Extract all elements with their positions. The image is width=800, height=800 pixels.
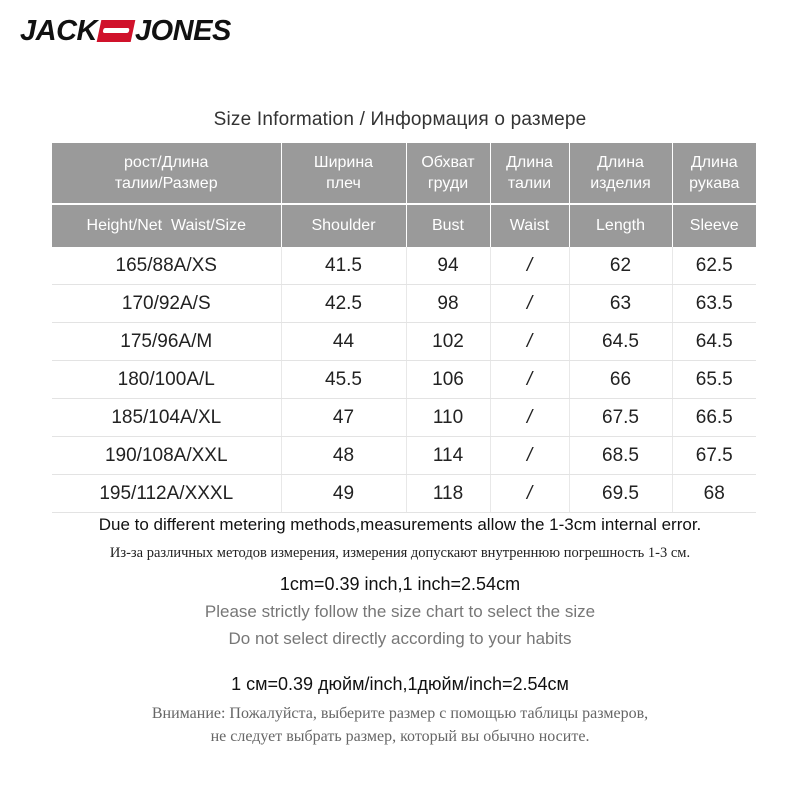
table-row bbox=[52, 361, 756, 399]
table-cell: 185/104A/XL bbox=[52, 399, 281, 437]
table-cell: 62.5 bbox=[672, 247, 756, 285]
table-cell: 68 bbox=[672, 475, 756, 513]
table-cell: / bbox=[490, 399, 569, 437]
table-cell: 63 bbox=[569, 285, 672, 323]
table-header-ru bbox=[52, 143, 756, 204]
table-cell: 48 bbox=[281, 437, 406, 475]
table-cell: / bbox=[490, 361, 569, 399]
table-cell: 41.5 bbox=[281, 247, 406, 285]
table-cell: 102 bbox=[406, 323, 490, 361]
table-cell: 66 bbox=[569, 361, 672, 399]
table-cell: 165/88A/XS bbox=[52, 247, 281, 285]
brand-logo bbox=[20, 14, 231, 48]
table-cell: / bbox=[490, 475, 569, 513]
table-cell: 42.5 bbox=[281, 285, 406, 323]
header-cell: Shoulder bbox=[281, 204, 406, 247]
header-cell: Длина рукава bbox=[672, 143, 756, 204]
header-cell: Sleeve bbox=[672, 204, 756, 247]
table-cell: 67.5 bbox=[672, 437, 756, 475]
header-cell: Обхват груди bbox=[406, 143, 490, 204]
conversion-note-en: 1cm=0.39 inch,1 inch=2.54cm bbox=[279, 574, 521, 594]
advice-ru-line-1: Внимание: Пожалуйста, выберите размер с помощью таблицы размеров, bbox=[151, 705, 649, 722]
header-cell: Длина изделия bbox=[569, 143, 672, 204]
table-cell: 106 bbox=[406, 361, 490, 399]
advice-ru-line-2: не следует выбрать размер, который вы обычно носите. bbox=[210, 728, 590, 745]
table-cell: 94 bbox=[406, 247, 490, 285]
page-title: Size Information / Информация о размере bbox=[213, 109, 587, 130]
table-cell: 47 bbox=[281, 399, 406, 437]
table-row bbox=[52, 247, 756, 285]
table-cell: 66.5 bbox=[672, 399, 756, 437]
table-row bbox=[52, 285, 756, 323]
table-cell: 69.5 bbox=[569, 475, 672, 513]
table-cell: 45.5 bbox=[281, 361, 406, 399]
header-cell: Bust bbox=[406, 204, 490, 247]
table-row bbox=[52, 475, 756, 513]
table-cell: 68.5 bbox=[569, 437, 672, 475]
table-cell: 110 bbox=[406, 399, 490, 437]
table-cell: 98 bbox=[406, 285, 490, 323]
table-cell: 62 bbox=[569, 247, 672, 285]
header-cell: Height/Net Waist/Size bbox=[52, 204, 281, 247]
header-cell: Waist bbox=[490, 204, 569, 247]
brand-flag-icon bbox=[97, 20, 136, 42]
header-cell: Length bbox=[569, 204, 672, 247]
error-note-ru: Из-за различных методов измерения, измерения допускают внутреннюю погрешность 1-3 см. bbox=[109, 545, 691, 561]
table-cell: / bbox=[490, 437, 569, 475]
advice-line-2: Do not select directly according to your habits bbox=[228, 629, 572, 648]
table-cell: 65.5 bbox=[672, 361, 756, 399]
table-cell: 114 bbox=[406, 437, 490, 475]
table-cell: 118 bbox=[406, 475, 490, 513]
advice-line-1: Please strictly follow the size chart to select the size bbox=[204, 602, 596, 621]
table-cell: 67.5 bbox=[569, 399, 672, 437]
table-cell: 49 bbox=[281, 475, 406, 513]
conversion-note-ru: 1 см=0.39 дюйм/inch,1дюйм/inch=2.54см bbox=[231, 674, 569, 694]
table-cell: / bbox=[490, 247, 569, 285]
brand-name-right: JONES bbox=[134, 14, 231, 47]
error-note-en: Due to different metering methods,measurements allow the 1-3cm internal error. bbox=[98, 515, 702, 534]
table-cell: 64.5 bbox=[569, 323, 672, 361]
table-cell: 190/108A/XXL bbox=[52, 437, 281, 475]
size-table bbox=[52, 143, 756, 513]
table-cell: / bbox=[490, 285, 569, 323]
table-cell: 63.5 bbox=[672, 285, 756, 323]
table-cell: 44 bbox=[281, 323, 406, 361]
table-cell: 180/100A/L bbox=[52, 361, 281, 399]
table-cell: 170/92A/S bbox=[52, 285, 281, 323]
brand-name-left: JACK bbox=[20, 14, 97, 47]
header-cell: рост/Длина талии/Размер bbox=[52, 143, 281, 204]
table-cell: 195/112A/XXXL bbox=[52, 475, 281, 513]
table-cell: / bbox=[490, 323, 569, 361]
table-cell: 64.5 bbox=[672, 323, 756, 361]
header-cell: Ширина плеч bbox=[281, 143, 406, 204]
table-cell: 175/96A/M bbox=[52, 323, 281, 361]
table-row bbox=[52, 437, 756, 475]
header-cell: Длина талии bbox=[490, 143, 569, 204]
table-header-en bbox=[52, 204, 756, 247]
table-row bbox=[52, 323, 756, 361]
table-row bbox=[52, 399, 756, 437]
